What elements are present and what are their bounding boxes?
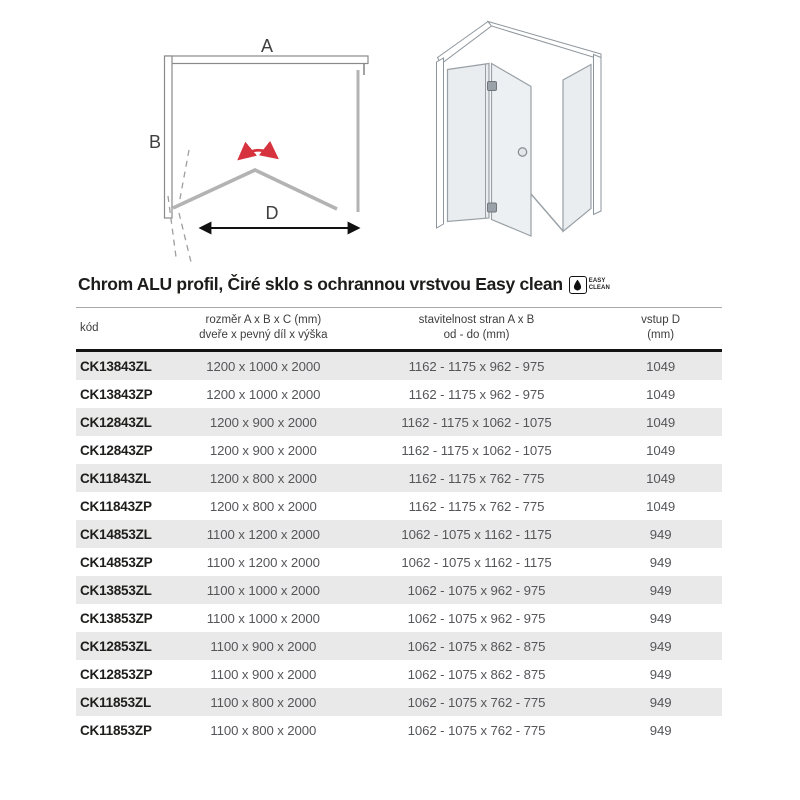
col-header-rozmer bbox=[173, 308, 354, 351]
cell-kod: CK13853ZP bbox=[80, 610, 153, 626]
title-row bbox=[78, 274, 738, 295]
cell-kod: CK11853ZP bbox=[80, 722, 152, 738]
cell-stavitelnost: 1162 - 1175 x 762 - 775 bbox=[408, 470, 545, 486]
cell-rozmer: 1100 x 1200 x 2000 bbox=[206, 554, 320, 570]
hinge-top-icon bbox=[488, 82, 497, 91]
easy-clean-drop-icon bbox=[569, 276, 587, 294]
cell-kod: CK11843ZP bbox=[80, 498, 152, 514]
table-row bbox=[76, 464, 722, 492]
cell-kod: CK11853ZL bbox=[80, 694, 151, 710]
cell-stavitelnost: 1062 - 1075 x 1162 - 1175 bbox=[401, 526, 552, 542]
cell-rozmer: 1200 x 800 x 2000 bbox=[209, 498, 317, 514]
cell-rozmer: 1100 x 800 x 2000 bbox=[210, 694, 317, 710]
cell-vstup: 949 bbox=[649, 526, 672, 542]
easy-clean-label-line2: CLEAN bbox=[588, 284, 610, 291]
table-header-row bbox=[76, 308, 722, 351]
col-header-stavitelnost-line2: od - do (mm) bbox=[443, 329, 510, 342]
iso-right-profile bbox=[594, 55, 602, 215]
iso-left-profile bbox=[437, 58, 444, 228]
table-row bbox=[76, 408, 722, 436]
cell-kod: CK12853ZL bbox=[80, 638, 152, 654]
easy-clean-badge bbox=[569, 276, 610, 294]
door-swing-arrow bbox=[240, 150, 276, 158]
cell-kod: CK14853ZL bbox=[80, 526, 152, 542]
dimension-label-b: B bbox=[148, 132, 162, 152]
iso-top-rail-left bbox=[438, 22, 492, 65]
spec-table bbox=[76, 307, 722, 744]
table-row bbox=[76, 520, 722, 548]
cell-vstup: 1049 bbox=[646, 442, 676, 458]
col-header-kod-label: kód bbox=[80, 321, 99, 334]
table-row bbox=[76, 632, 722, 660]
plan-folding-door bbox=[173, 170, 337, 209]
easy-clean-label bbox=[589, 278, 610, 291]
cell-rozmer: 1200 x 800 x 2000 bbox=[209, 470, 317, 486]
cell-vstup: 949 bbox=[649, 694, 672, 710]
cell-rozmer: 1200 x 1000 x 2000 bbox=[206, 358, 321, 374]
dimension-label-d: D bbox=[265, 203, 279, 223]
plan-diagram bbox=[120, 20, 410, 270]
cell-rozmer: 1100 x 1000 x 2000 bbox=[206, 582, 320, 598]
easy-clean-label-line1: EASY bbox=[588, 277, 606, 284]
cell-vstup: 1049 bbox=[646, 470, 676, 486]
cell-stavitelnost: 1162 - 1175 x 762 - 775 bbox=[408, 498, 545, 514]
cell-vstup: 1049 bbox=[646, 414, 676, 430]
table-row bbox=[76, 604, 722, 632]
hinge-bottom-icon bbox=[488, 203, 497, 212]
cell-kod: CK14853ZP bbox=[80, 554, 153, 570]
iso-top-rail-right bbox=[488, 22, 601, 60]
cell-rozmer: 1200 x 1000 x 2000 bbox=[206, 386, 321, 402]
cell-vstup: 949 bbox=[649, 554, 672, 570]
table-row bbox=[76, 716, 722, 744]
table-row bbox=[76, 436, 722, 464]
cell-rozmer: 1100 x 900 x 2000 bbox=[210, 638, 317, 654]
cell-kod: CK13843ZL bbox=[80, 358, 152, 374]
cell-stavitelnost: 1162 - 1175 x 1062 - 1075 bbox=[401, 414, 552, 430]
iso-left-fixed-panel bbox=[448, 64, 490, 222]
cell-kod: CK13853ZL bbox=[80, 582, 152, 598]
cell-rozmer: 1100 x 900 x 2000 bbox=[210, 666, 317, 682]
col-header-kod bbox=[76, 308, 173, 351]
col-header-stavitelnost-line1: stavitelnost stran A x B bbox=[418, 314, 535, 326]
cell-kod: CK12853ZP bbox=[80, 666, 153, 682]
cell-vstup: 949 bbox=[649, 582, 672, 598]
cell-kod: CK11843ZL bbox=[80, 470, 151, 486]
cell-vstup: 1049 bbox=[646, 386, 676, 402]
cell-kod: CK13843ZP bbox=[80, 386, 153, 402]
cell-stavitelnost: 1162 - 1175 x 962 - 975 bbox=[408, 386, 545, 402]
cell-rozmer: 1100 x 1200 x 2000 bbox=[206, 526, 320, 542]
iso-right-fixed-panel bbox=[563, 65, 591, 232]
col-header-vstup-line1: vstup D bbox=[641, 314, 681, 326]
table-row bbox=[76, 660, 722, 688]
col-header-rozmer-line2: dveře x pevný díl x výška bbox=[199, 329, 328, 342]
col-header-stavitelnost bbox=[354, 308, 599, 351]
table-row bbox=[76, 688, 722, 716]
cell-vstup: 949 bbox=[649, 722, 672, 738]
table-row bbox=[76, 492, 722, 520]
dimension-label-a: A bbox=[260, 36, 274, 56]
cell-stavitelnost: 1162 - 1175 x 962 - 975 bbox=[408, 358, 545, 374]
enclosure-illustration bbox=[425, 10, 625, 270]
table-row bbox=[76, 380, 722, 408]
cell-vstup: 1049 bbox=[646, 358, 676, 374]
plan-wall-b bbox=[165, 56, 173, 218]
table-row bbox=[76, 548, 722, 576]
iso-floor-edge bbox=[531, 194, 563, 231]
col-header-rozmer-line1: rozměr A x B x C (mm) bbox=[205, 314, 322, 326]
door-knob-icon bbox=[518, 148, 526, 156]
cell-vstup: 949 bbox=[649, 610, 672, 626]
plan-wall-a bbox=[166, 56, 368, 64]
cell-stavitelnost: 1162 - 1175 x 1062 - 1075 bbox=[401, 442, 552, 458]
page-title: Chrom ALU profil, Čiré sklo s ochrannou vrstvou Easy clean bbox=[78, 274, 563, 294]
cell-rozmer: 1100 x 800 x 2000 bbox=[210, 722, 317, 738]
cell-stavitelnost: 1062 - 1075 x 762 - 775 bbox=[407, 694, 546, 710]
cell-rozmer: 1200 x 900 x 2000 bbox=[209, 414, 317, 430]
cell-stavitelnost: 1062 - 1075 x 1162 - 1175 bbox=[401, 554, 552, 570]
cell-stavitelnost: 1062 - 1075 x 762 - 775 bbox=[407, 722, 546, 738]
col-header-vstup bbox=[599, 308, 722, 351]
cell-rozmer: 1200 x 900 x 2000 bbox=[209, 442, 317, 458]
cell-stavitelnost: 1062 - 1075 x 862 - 875 bbox=[407, 638, 546, 654]
cell-rozmer: 1100 x 1000 x 2000 bbox=[206, 610, 320, 626]
cell-vstup: 1049 bbox=[646, 498, 676, 514]
col-header-vstup-line2: (mm) bbox=[647, 329, 675, 342]
table-row bbox=[76, 351, 722, 381]
cell-stavitelnost: 1062 - 1075 x 862 - 875 bbox=[407, 666, 546, 682]
cell-kod: CK12843ZP bbox=[80, 442, 153, 458]
cell-vstup: 949 bbox=[649, 666, 672, 682]
cell-vstup: 949 bbox=[649, 638, 672, 654]
cell-kod: CK12843ZL bbox=[80, 414, 152, 430]
cell-stavitelnost: 1062 - 1075 x 962 - 975 bbox=[407, 582, 546, 598]
table-row bbox=[76, 576, 722, 604]
cell-stavitelnost: 1062 - 1075 x 962 - 975 bbox=[407, 610, 546, 626]
